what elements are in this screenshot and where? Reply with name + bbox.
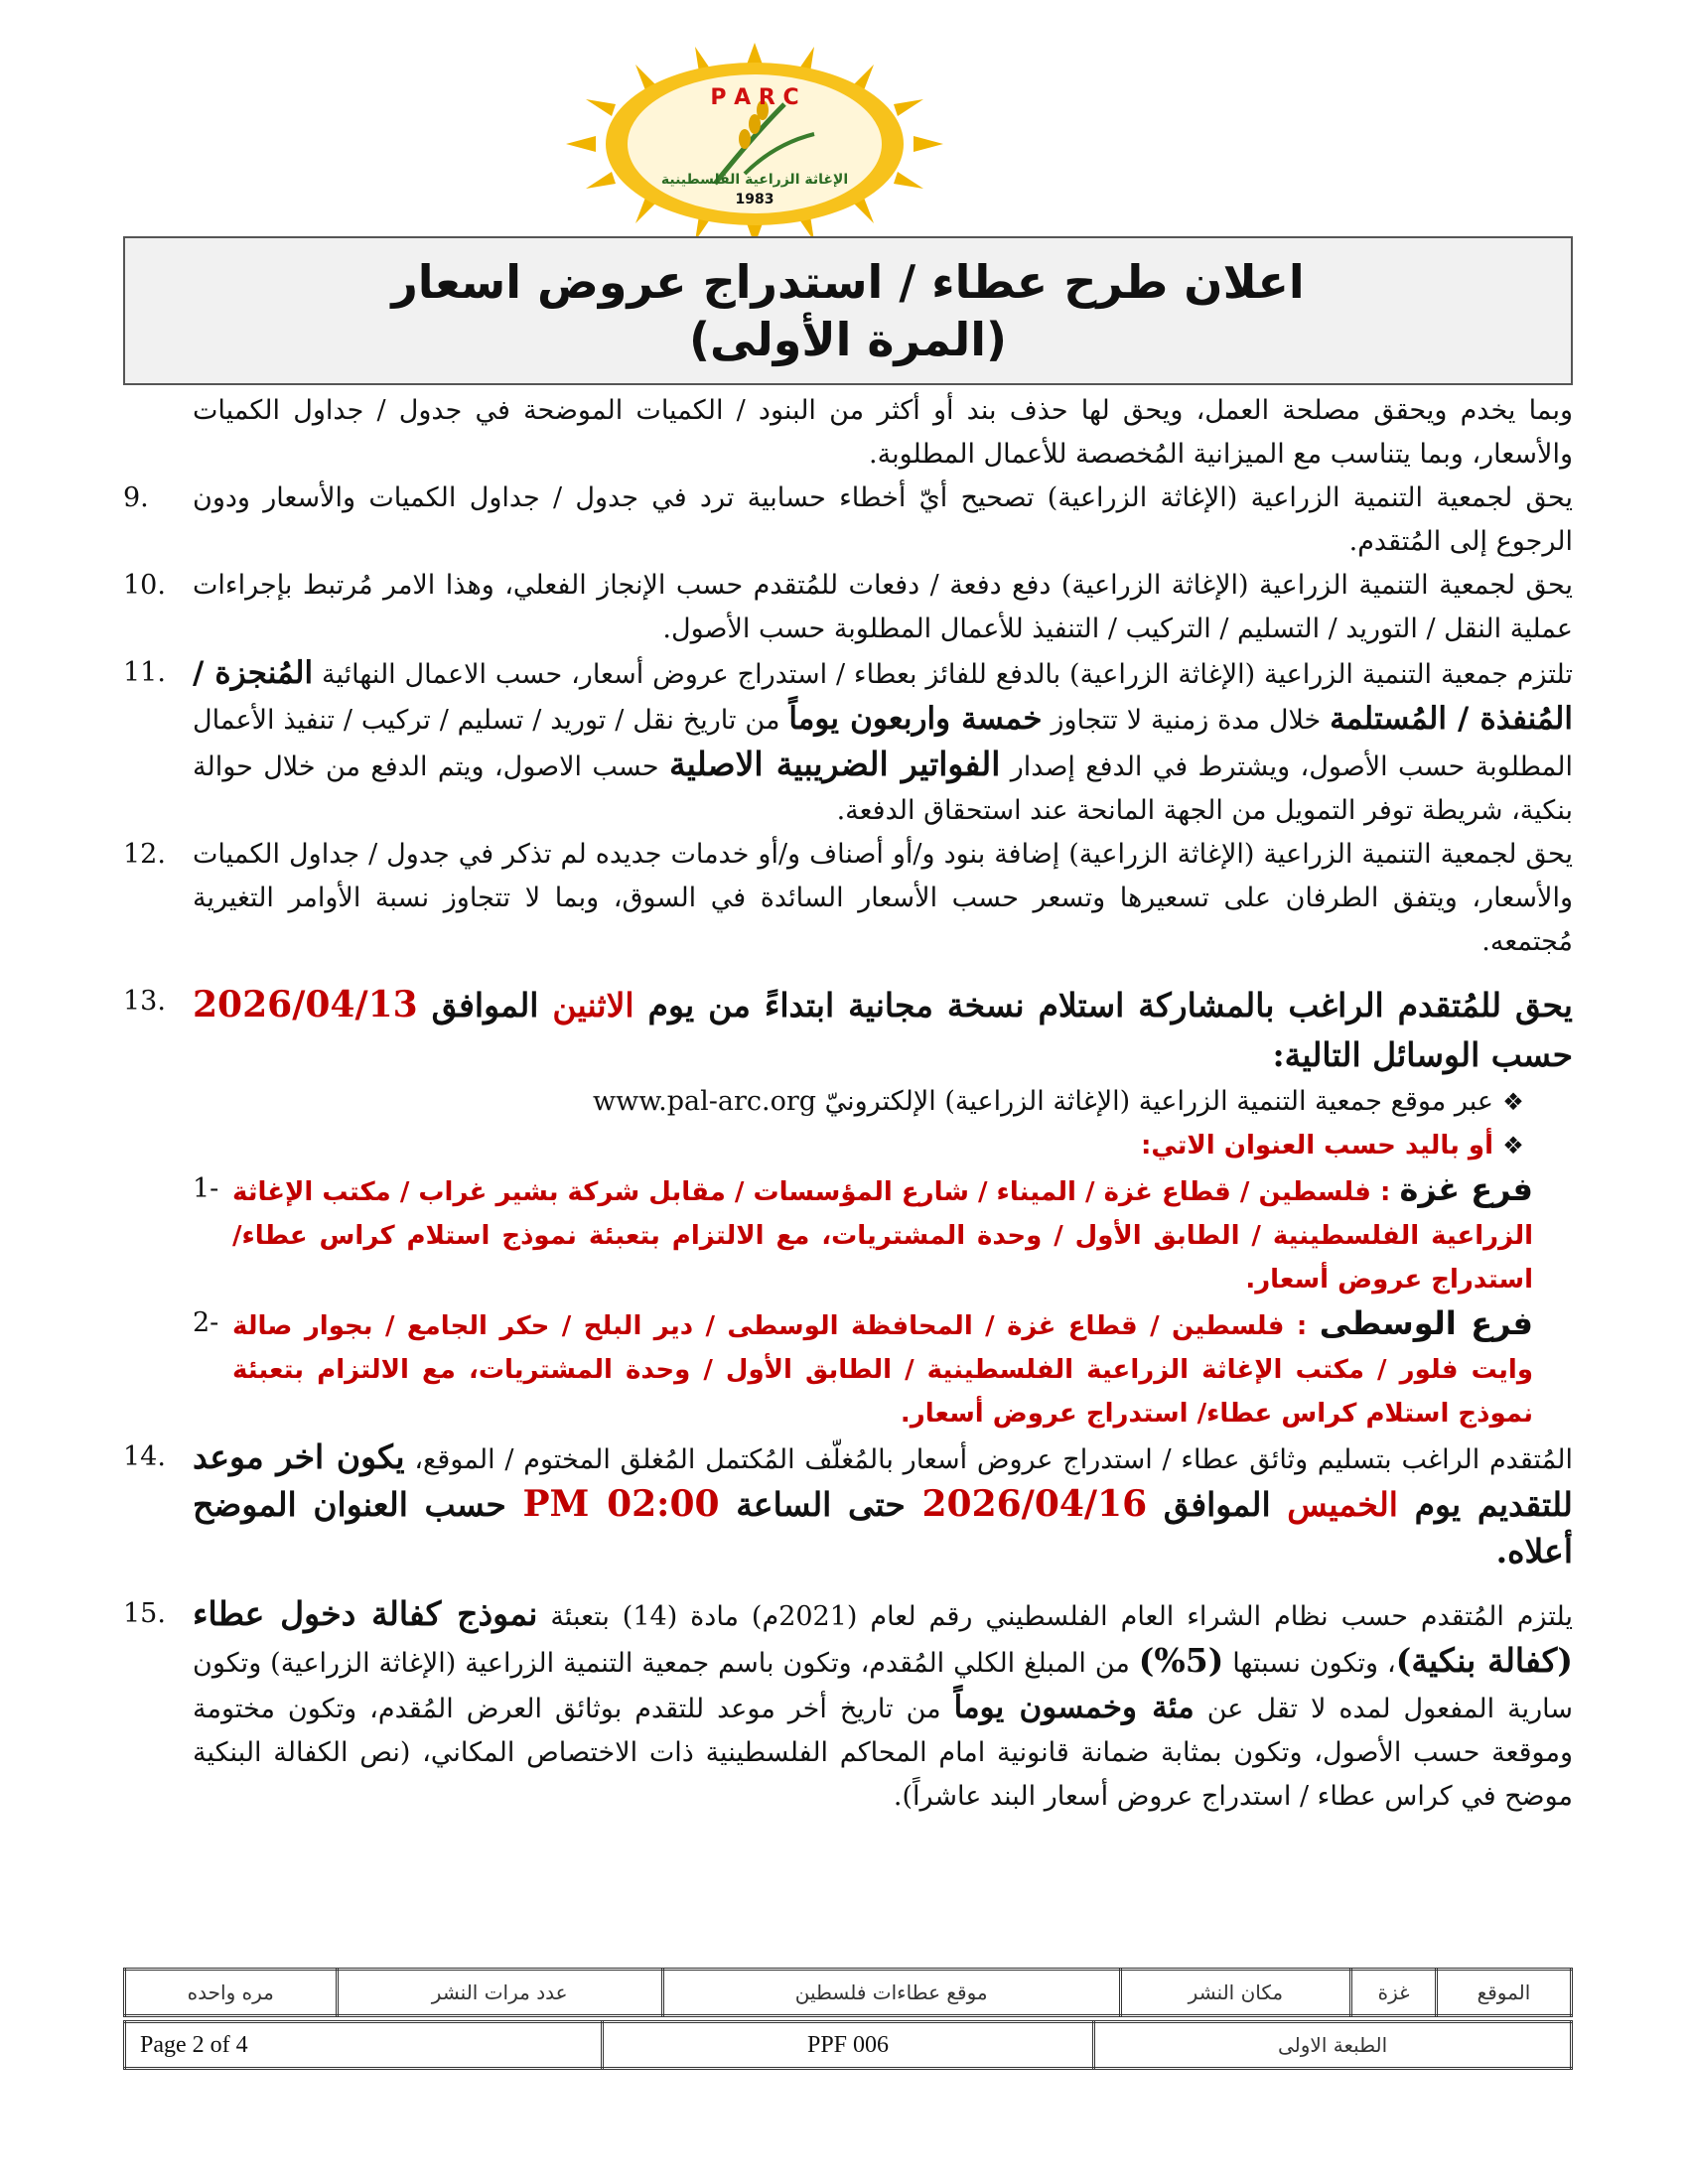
text-run: تلتزم جمعية التنمية الزراعية (الإغاثة الزراعية) بالدفع للفائز بعطاء / استدراج عروض أسعار، حسب الاعمال النهائية: [313, 659, 1573, 690]
title-box: [123, 236, 1573, 385]
diamond-bullet-icon: ❖: [1502, 1132, 1524, 1160]
clause-number: 14.: [123, 1441, 166, 1472]
clause-text: [193, 980, 1573, 1435]
clause-14: [123, 1435, 1573, 1576]
bold-run: نموذج كفالة دخول عطاء (كفالة بنكية): [193, 1594, 1573, 1680]
branch-head: فرع غزة: [1399, 1170, 1533, 1208]
bold-run: المُنجزة / المُنفذة / المُستلمة: [193, 655, 1573, 737]
branch-central: [193, 1301, 1533, 1435]
bold-run: خمسة واربعون يوماً: [788, 701, 1043, 737]
clause-11: [123, 651, 1573, 833]
text-run: حسب الاصول، ويتم الدفع من خلال حوالة بنكية، شريطة توفر التمويل من الجهة المانحة عند استحقاق الدفعة.: [193, 751, 1573, 826]
page-number: Page 2 of 4: [125, 2022, 603, 2069]
clause-number: 13.: [123, 986, 166, 1017]
footer-cell: مكان النشر: [1120, 1970, 1351, 2016]
branch-text: : فلسطين / قطاع غزة / الميناء / شارع المؤسسات / مقابل شركة بشير غراب / مكتب الإغاثة الزراعية الفلسطينية / الطابق الأول / وحدة المشتريات، مع الالتزام بتعبئة نموذج استلام كراس عطاء/ استدراج عروض أسعار.: [232, 1177, 1533, 1295]
clause-text: يحق لجمعية التنمية الزراعية (الإغاثة الزراعية) دفع دفعة / دفعات للمُتقدم حسب الإنجاز الفعلي، وهذا الامر مُرتبط بإجراءات عملية النقل / التوريد / التسليم / التركيب / التنفيذ للأعمال المطلوبة حسب الأصول.: [193, 570, 1573, 644]
footer-cell: غزة: [1351, 1970, 1437, 2016]
bullet-text: عبر موقع جمعية التنمية الزراعية (الإغاثة الزراعية) الإلكترونيّ www.pal-arc.org: [593, 1086, 1493, 1117]
bold-run: (5%): [1138, 1641, 1224, 1680]
text-run: من المبلغ الكلي المُقدم، وتكون باسم جمعية التنمية الزراعية (الإغاثة الزراعية) وتكون سارية المفعول لمده لا تقل عن: [193, 1648, 1573, 1724]
intro-paragraph: وبما يخدم ويحقق مصلحة العمل، ويحق لها حذف بند أو أكثر من البنود / الكميات الموضحة في جدول / جداول الكميات والأسعار، وبما يتناسب مع الميزانية المُخصصة للأعمال المطلوبة.: [193, 395, 1573, 470]
bold-run: الفواتير الضريبية الاصلية: [668, 745, 1001, 783]
text-run: الموافق: [417, 986, 553, 1024]
logo-year: 1983: [735, 192, 774, 207]
branch-number: 2-: [193, 1307, 219, 1338]
clause-text: [193, 1592, 1573, 1819]
clause-text: [193, 651, 1573, 833]
date-highlight: 2026/04/16: [921, 1483, 1148, 1525]
footer-cell: الموقع: [1436, 1970, 1571, 2016]
clause-9: [123, 477, 1573, 564]
day-highlight: الخميس: [1287, 1485, 1398, 1524]
text-run: يلتزم المُتقدم حسب نظام الشراء العام الفلسطيني رقم لعام (2021م) مادة (14) بتعبئة: [537, 1601, 1573, 1632]
time-highlight: 02:00 PM: [522, 1483, 720, 1525]
branch-head: فرع الوسطى: [1319, 1304, 1533, 1342]
text-run: من تاريخ نقل / توريد / تسليم / تركيب / تنفيذ الأعمال المطلوبة حسب الأصول، ويشترط في الدفع إصدار: [193, 705, 1573, 782]
clause-13: [123, 980, 1573, 1435]
footer-cell: عدد مرات النشر: [337, 1970, 662, 2016]
clause-number: 9.: [123, 482, 149, 513]
bullet-website: [193, 1080, 1533, 1124]
clause-10: [123, 564, 1573, 651]
clause-number: 11.: [123, 657, 166, 688]
parc-logo: [556, 40, 953, 248]
page-title: اعلان طرح عطاء / استدراج عروض اسعار: [391, 255, 1305, 309]
bold-run: الموافق: [1147, 1485, 1288, 1524]
clause-number: 10.: [123, 570, 166, 601]
branch-text: : فلسطين / قطاع غزة / المحافظة الوسطى / دير البلح / حكر الجامع / بجوار صالة وايت فلور / مكتب الإغاثة الزراعية الفلسطينية / الطابق الأول / وحدة المشتريات، مع الالتزام بتعبئة نموذج استلام كراس عطاء/ استدراج عروض أسعار.: [232, 1311, 1533, 1429]
text-run: يحق للمُتقدم الراغب بالمشاركة استلام نسخة مجانية ابتداءً من يوم: [633, 986, 1573, 1024]
date-highlight: 2026/04/13: [193, 984, 418, 1025]
logo-arabic: الإغاثة الزراعية الفلسطينية: [660, 172, 849, 188]
document-body: [123, 389, 1573, 1819]
page-subtitle: (المرة الأولى): [688, 313, 1008, 366]
footer-publication-table: [123, 1968, 1573, 2017]
bullet-by-hand: [193, 1124, 1533, 1167]
clause-number: 15.: [123, 1598, 166, 1629]
logo-letters: P A R C: [710, 85, 799, 110]
clause-text: يحق لجمعية التنمية الزراعية (الإغاثة الزراعية) تصحيح أيّ أخطاء حسابية ترد في جدول / جداول الكميات والأسعار ودون الرجوع إلى المُتقدم.: [193, 482, 1573, 557]
footer-cell: موقع عطاءات فلسطين: [662, 1970, 1120, 2016]
clause-12: [123, 833, 1573, 964]
clause-text: يحق لجمعية التنمية الزراعية (الإغاثة الزراعية) إضافة بنود و/أو أصناف و/أو خدمات جديده لم تذكر في جدول / جداول الكميات والأسعار، ويتفق الطرفان على تسعيرها وتسعر حسب الأسعار السائدة في السوق، وبما لا تتجاوز نسبة الأوامر التغيرية مُجتمعه.: [193, 839, 1573, 957]
branch-number: 1-: [193, 1173, 219, 1204]
branch-gaza: [193, 1167, 1533, 1301]
clause-number: 12.: [123, 839, 166, 870]
text-run: المُتقدم الراغب بتسليم وثائق عطاء / استدراج عروض أسعار بالمُغلّف المُكتمل المُغلق المختوم / الموقع،: [404, 1444, 1574, 1475]
bullet-text: أو باليد حسب العنوان الاتي:: [1140, 1131, 1493, 1160]
text-run: خلال مدة زمنية لا تتجاوز: [1042, 705, 1331, 736]
footer-edition: الطبعة الاولى: [1094, 2022, 1572, 2069]
clause-15: [123, 1592, 1573, 1819]
bold-run: حسب العنوان الموضح أعلاه.: [193, 1485, 1573, 1570]
footer-form-code: PPF 006: [602, 2022, 1093, 2069]
bold-run: يكون اخر موعد للتقديم يوم: [193, 1437, 1573, 1524]
clause-text: [193, 1435, 1573, 1576]
text-run: ، وتكون نسبتها: [1223, 1648, 1396, 1679]
diamond-bullet-icon: ❖: [1502, 1088, 1524, 1116]
day-highlight: الاثنين: [552, 986, 634, 1024]
text-run: من تاريخ أخر موعد للتقدم بوثائق العرض المُقدم، وتكون مختومة وموقعة حسب الأصول، وتكون بمثابة ضمانة قانونية امام المحاكم الفلسطينية ذات الاختصاص المكاني، (نص الكفالة البنكية موضح في كراس عطاء / استدراج عروض أسعار البند عاشراً).: [193, 1694, 1573, 1812]
bold-run: حتى الساعة: [719, 1485, 922, 1524]
text-run: حسب الوسائل التالية:: [1272, 1035, 1573, 1074]
footer-page-table: [123, 2020, 1573, 2070]
bold-run: مئة وخمسون يوماً: [953, 1690, 1195, 1725]
footer-cell: مره واحده: [125, 1970, 338, 2016]
